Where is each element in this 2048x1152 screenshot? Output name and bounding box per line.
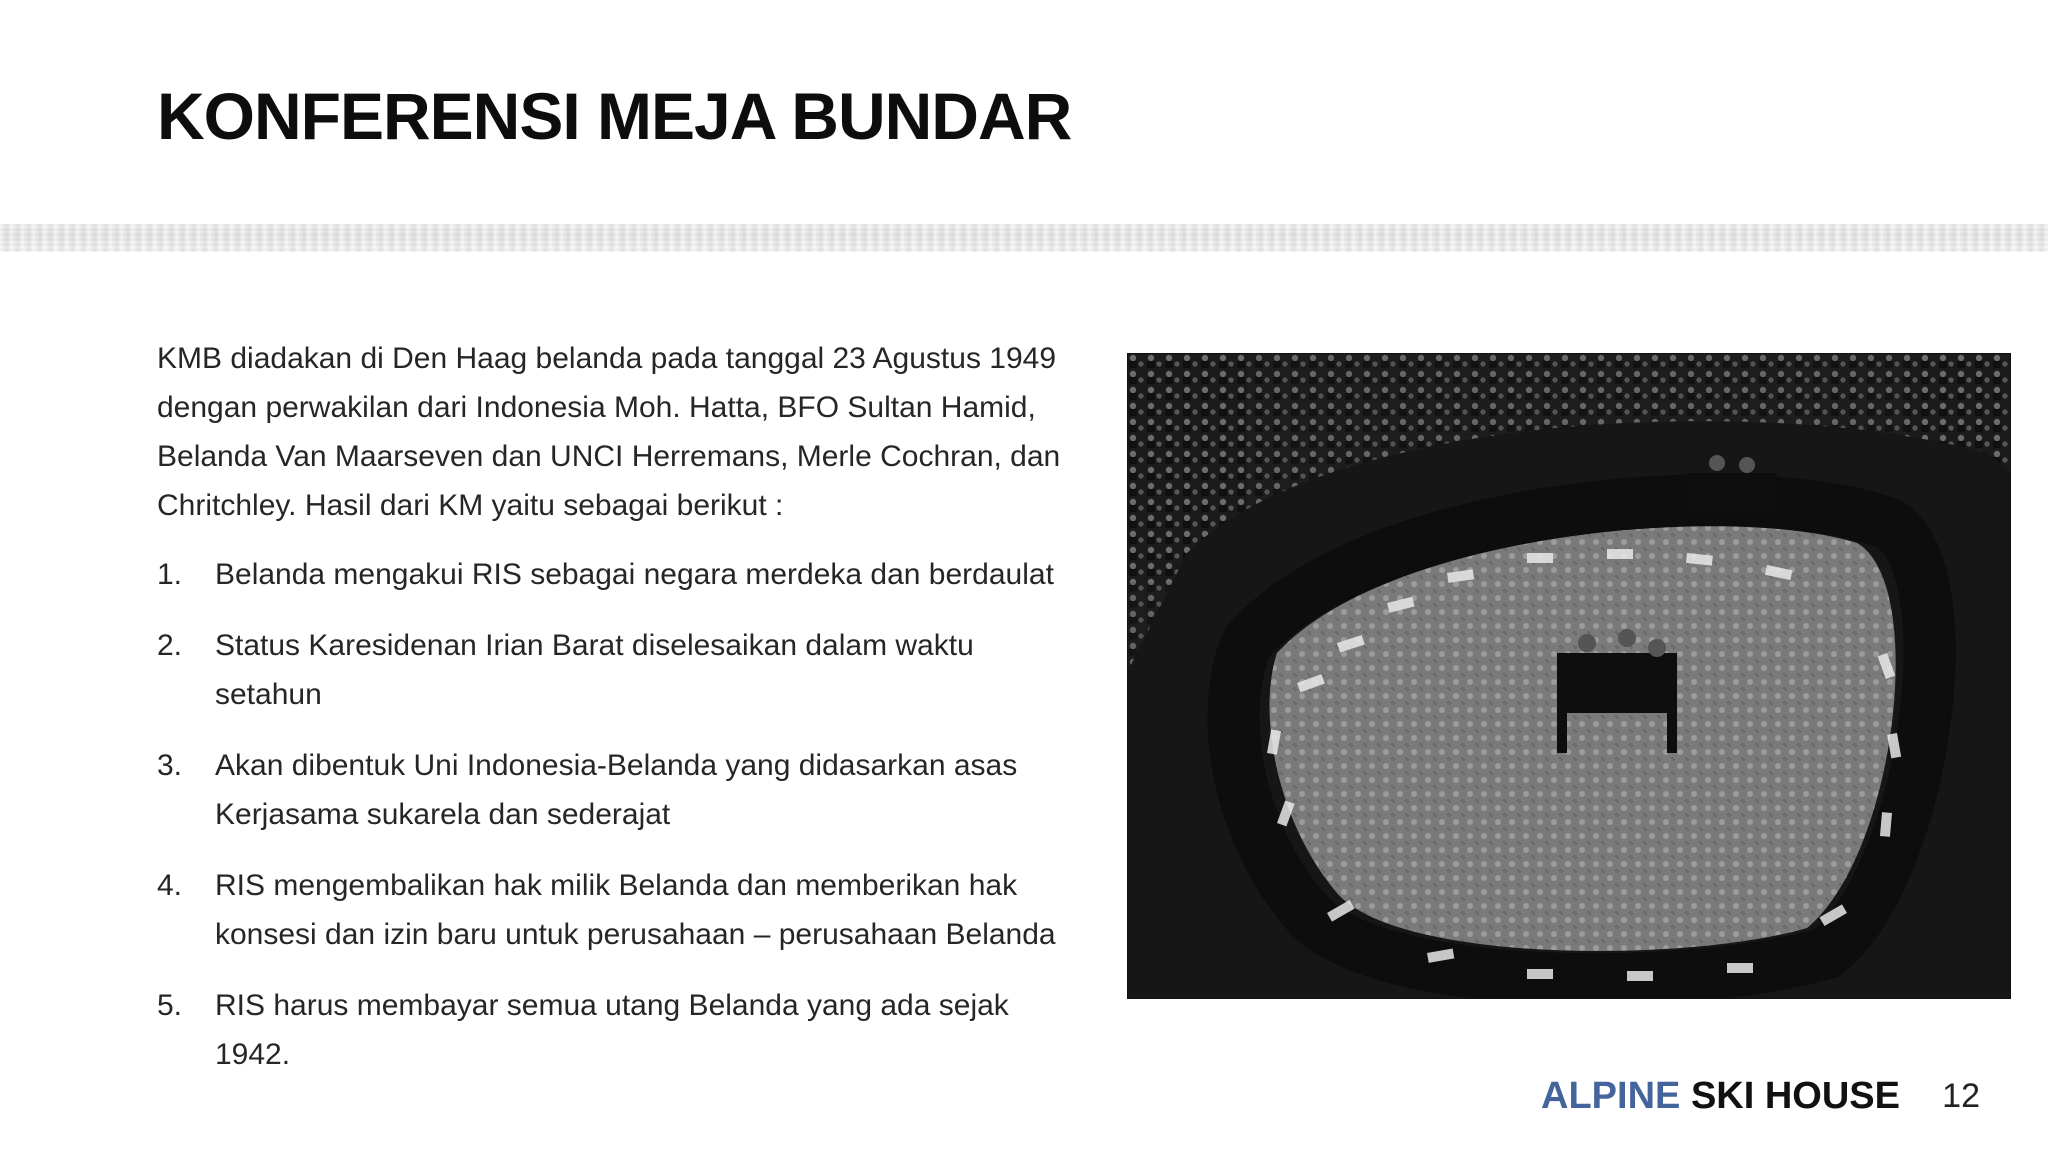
results-list [157,550,1087,1079]
list-item [157,621,1087,719]
list-item [157,741,1087,839]
list-number: 3. [157,749,183,782]
list-number: 4. [157,869,183,902]
intro-paragraph: KMB diadakan di Den Haag belanda pada tanggal 23 Agustus 1949 dengan perwakilan dari Indonesia Moh. Hatta, BFO Sultan Hamid, Belanda Van Maarseven dan UNCI Herremans, Merle Cochran, dan Chritchley. Hasil dari KM yaitu sebagai berikut : [157,342,1061,522]
conference-photo [1127,353,2011,999]
list-item-text: Status Karesidenan Irian Barat diselesaikan dalam waktu setahun [215,629,974,711]
conference-photo-illustration [1127,353,2011,999]
decorative-band [0,224,2048,252]
footer-brand [1541,1075,1900,1118]
list-item-text: Akan dibentuk Uni Indonesia-Belanda yang didasarkan asas Kerjasama sukarela dan sederajat [215,749,1018,831]
slide-content [157,334,1087,1101]
list-item [157,861,1087,959]
brand-name-part2: SKI HOUSE [1690,1075,1900,1117]
list-item-text: RIS mengembalikan hak milik Belanda dan memberikan hak konsesi dan izin baru untuk perusahaan – perusahaan Belanda [215,869,1056,951]
list-item-text: Belanda mengakui RIS sebagai negara merdeka dan berdaulat [215,558,1054,591]
list-number: 5. [157,989,183,1022]
list-number: 2. [157,629,183,662]
list-item [157,550,1087,599]
slide-title: KONFERENSI MEJA BUNDAR [157,79,1072,153]
list-item-text: RIS harus membayar semua utang Belanda yang ada sejak 1942. [215,989,1009,1071]
list-number: 1. [157,558,183,591]
list-item [157,981,1087,1079]
page-number: 12 [1942,1077,1980,1115]
brand-name-part1: ALPINE [1541,1075,1681,1117]
